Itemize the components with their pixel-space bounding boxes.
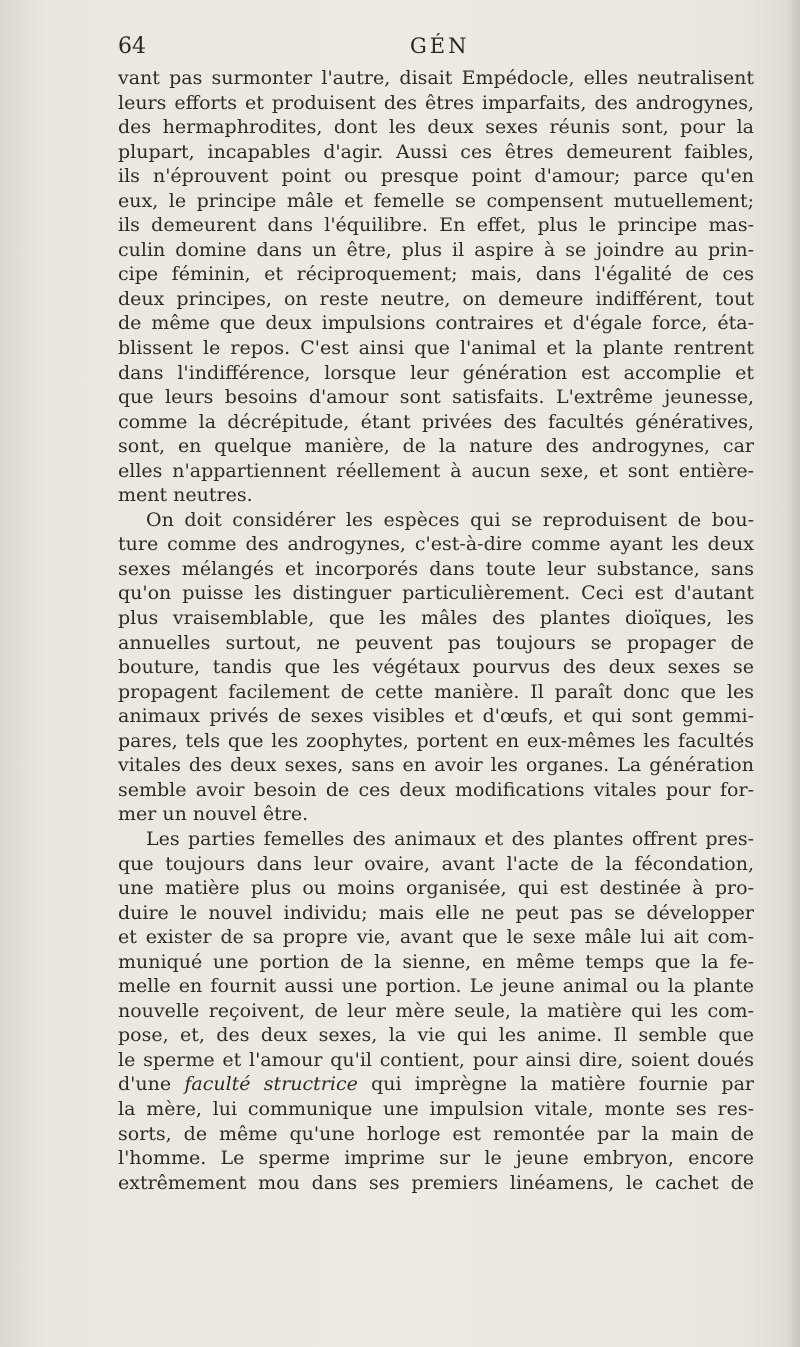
page-number: 64 [118, 34, 146, 59]
text-line: Les parties femelles des animaux et des plantes offrent pres- [146, 827, 754, 850]
text-line: nouvelle reçoivent, de leur mère seule, la matière qui les com- [118, 999, 754, 1022]
text-line: sorts, de même qu'une horloge est remontée par la main de [118, 1122, 754, 1145]
text-line: dans l'indifférence, lorsque leur génération est accomplie et [118, 361, 754, 384]
paragraph-2 [118, 508, 754, 827]
text-line: elles n'appartiennent réellement à aucun sexe, et sont entière- [118, 459, 754, 482]
italic-term: faculté structrice [184, 1073, 358, 1096]
text-line: une matière plus ou moins organisée, qui est destinée à pro- [118, 877, 754, 900]
text-line: eux, le principe mâle et femelle se compensent mutuellement; [118, 189, 754, 212]
text-line: pose, et, des deux sexes, la vie qui les anime. Il semble que [118, 1024, 754, 1047]
text-line: plus vraisemblable, que les mâles des plantes dioïques, les [118, 607, 754, 630]
text-line: cipe féminin, et réciproquement; mais, dans l'égalité de ces [118, 263, 754, 286]
text-line: deux principes, on reste neutre, on demeure indifférent, tout [118, 287, 754, 310]
text-line: annuelles surtout, ne peuvent pas toujours se propager de [118, 631, 754, 654]
text-line: que leurs besoins d'amour sont satisfaits. L'extrême jeunesse, [118, 386, 754, 409]
paragraph-1 [118, 66, 754, 508]
text-line: extrêmement mou dans ses premiers linéamens, le cachet de [118, 1171, 754, 1194]
text-line: la mère, lui communique une impulsion vitale, monte ses res- [118, 1097, 754, 1120]
text-line: et exister de sa propre vie, avant que le sexe mâle lui ait com- [118, 926, 754, 949]
text-line: sexes mélangés et incorporés dans toute leur substance, sans [118, 557, 754, 580]
text-line: de même que deux impulsions contraires et d'égale force, éta- [118, 312, 754, 335]
text-line: leurs efforts et produisent des êtres imparfaits, des androgynes, [118, 91, 754, 114]
running-head: GÉN [410, 34, 470, 58]
text-line: muniqué une portion de la sienne, en même temps que la fe- [118, 950, 754, 973]
text-line: comme la décrépitude, étant privées des facultés génératives, [118, 410, 754, 433]
text-line: mer un nouvel être. [118, 803, 309, 826]
page-edge-shadow [786, 0, 800, 1347]
text-line: melle en fournit aussi une portion. Le jeune animal ou la plante [118, 975, 754, 998]
text-line-with-italic [118, 1072, 754, 1097]
text-segment: d'une [118, 1073, 172, 1096]
text-line: duire le nouvel individu; mais elle ne peut pas se développer [118, 901, 754, 924]
text-line: que toujours dans leur ovaire, avant l'acte de la fécondation, [118, 852, 754, 875]
text-line: plupart, incapables d'agir. Aussi ces êtres demeurent faibles, [118, 140, 754, 163]
text-line: ils demeurent dans l'équilibre. En effet, plus le principe mas- [118, 214, 754, 237]
paragraph-3 [118, 827, 754, 1195]
text-line: l'homme. Le sperme imprime sur le jeune embryon, encore [118, 1147, 754, 1170]
text-line: ment neutres. [118, 484, 253, 507]
text-line: qu'on puisse les distinguer particulièrement. Ceci est d'autant [118, 582, 754, 605]
text-line: pares, tels que les zoophytes, portent en eux-mêmes les facultés [118, 729, 754, 752]
text-segment: qui imprègne la matière fournie par [371, 1073, 754, 1096]
text-line: bouture, tandis que les végétaux pourvus des deux sexes se [118, 656, 754, 679]
text-line: culin domine dans un être, plus il aspire à se joindre au prin- [118, 238, 754, 261]
text-line: propagent facilement de cette manière. Il paraît donc que les [118, 680, 754, 703]
text-line: des hermaphrodites, dont les deux sexes réunis sont, pour la [118, 116, 754, 139]
text-line: vitales des deux sexes, sans en avoir les organes. La génération [118, 754, 754, 777]
text-line: blissent le repos. C'est ainsi que l'animal et la plante rentrent [118, 337, 754, 360]
text-line: vant pas surmonter l'autre, disait Empédocle, elles neutralisent [118, 67, 754, 89]
text-line: le sperme et l'amour qu'il contient, pour ainsi dire, soient doués [118, 1048, 754, 1071]
page-header [118, 34, 754, 64]
text-line: semble avoir besoin de ces deux modifications vitales pour for- [118, 778, 754, 801]
text-line: animaux privés de sexes visibles et d'œufs, et qui sont gemmi- [118, 705, 754, 728]
text-line: On doit considérer les espèces qui se reproduisent de bou- [146, 508, 754, 531]
body-text [118, 66, 754, 1195]
text-line: sont, en quelque manière, de la nature des androgynes, car [118, 435, 754, 458]
text-line: ture comme des androgynes, c'est-à-dire comme ayant les deux [118, 533, 754, 556]
text-line: ils n'éprouvent point ou presque point d'amour; parce qu'en [118, 165, 754, 188]
